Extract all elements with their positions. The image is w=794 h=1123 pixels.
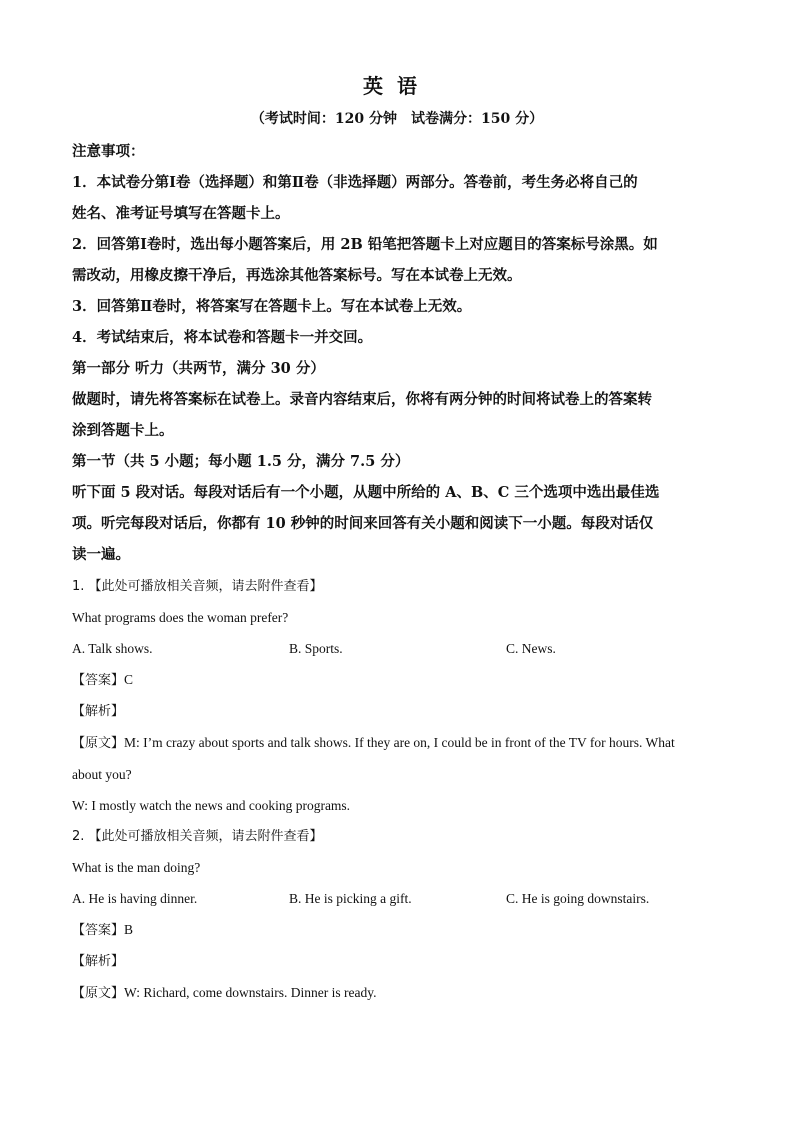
question-2-option-a: A. He is having dinner. [72,891,198,906]
question-1-stem: What programs does the woman prefer? [72,610,289,625]
question-2-option-c: C. He is going downstairs. [506,891,650,906]
question-1-answer [72,664,726,696]
question-2-options [72,883,726,914]
page-title: 英语 [363,74,431,98]
script-text: M: I’m crazy about sports and talk shows. If they are on, I could be in front of the TV for hours. What [124,735,675,750]
section1-instruction-line-3: 读一遍。 [72,546,130,563]
question-2-analysis: 【解析】 [72,954,125,969]
notice-item-2-line-1: 2．回答第Ⅰ卷时，选出每小题答案后，用 2B 铅笔把答题卡上对应题目的答案标号涂黑。如 [72,236,658,253]
answer-value: C [124,672,134,687]
notice-heading: 注意事项： [72,143,145,160]
question-2-option-b: B. He is picking a gift. [289,891,412,906]
question-1-script-line-3: W: I mostly watch the news and cooking programs. [72,798,351,813]
question-1-option-a: A. Talk shows. [72,641,153,656]
script-tag: 【原文】 [72,736,125,751]
notice-section [72,136,726,570]
question-2-header[interactable]: 2. 【此处可播放相关音频，请去附件查看】 [72,829,323,844]
answer-tag: 【答案】 [72,673,125,688]
script-text: W: Richard, come downstairs. Dinner is ready. [124,985,377,1000]
question-1-option-c: C. News. [506,641,556,656]
answer-value: B [124,922,134,937]
question-1-header[interactable]: 1. 【此处可播放相关音频，请去附件查看】 [72,579,323,594]
question-2-answer [72,914,726,946]
question-1-option-b: B. Sports. [289,641,343,656]
question-2-stem: What is the man doing? [72,860,201,875]
notice-item-1-line-2: 姓名、准考证号填写在答题卡上。 [72,205,290,222]
notice-item-2-line-2: 需改动，用橡皮擦干净后，再选涂其他答案标号。写在本试卷上无效。 [72,267,522,284]
notice-item-1-line-1: 1．本试卷分第Ⅰ卷（选择题）和第Ⅱ卷（非选择题）两部分。答卷前，考生务必将自己的 [72,174,638,191]
question-1-analysis: 【解析】 [72,704,125,719]
part1-instruction-line-2: 涂到答题卡上。 [72,422,174,439]
section1-instruction-line-1: 听下面 5 段对话。每段对话后有一个小题，从题中所给的 A、B、C 三个选项中选出最佳选 [72,484,660,501]
notice-item-3: 3．回答第Ⅱ卷时，将答案写在答题卡上。写在本试卷上无效。 [72,298,472,315]
notice-item-4: 4．考试结束后，将本试卷和答题卡一并交回。 [72,329,373,346]
answer-tag: 【答案】 [72,923,125,938]
question-1-options [72,633,726,664]
script-tag: 【原文】 [72,986,125,1001]
question-1-script-line-2: about you? [72,767,132,782]
questions-section [72,571,726,1009]
section1-instruction-line-2: 项。听完每段对话后，你都有 10 秒钟的时间来回答有关小题和阅读下一小题。每段对话仅 [72,515,654,532]
question-1-script-line-1 [72,727,726,759]
part1-heading: 第一部分 听力（共两节，满分 30 分） [72,360,325,377]
question-2-script-line-1 [72,977,726,1009]
section1-heading: 第一节（共 5 小题；每小题 1.5 分，满分 7.5 分） [72,453,410,470]
part1-instruction-line-1: 做题时，请先将答案标在试卷上。录音内容结束后，你将有两分钟的时间将试卷上的答案转 [72,391,652,408]
exam-info: （考试时间：120 分钟 试卷满分：150 分） [250,111,544,127]
